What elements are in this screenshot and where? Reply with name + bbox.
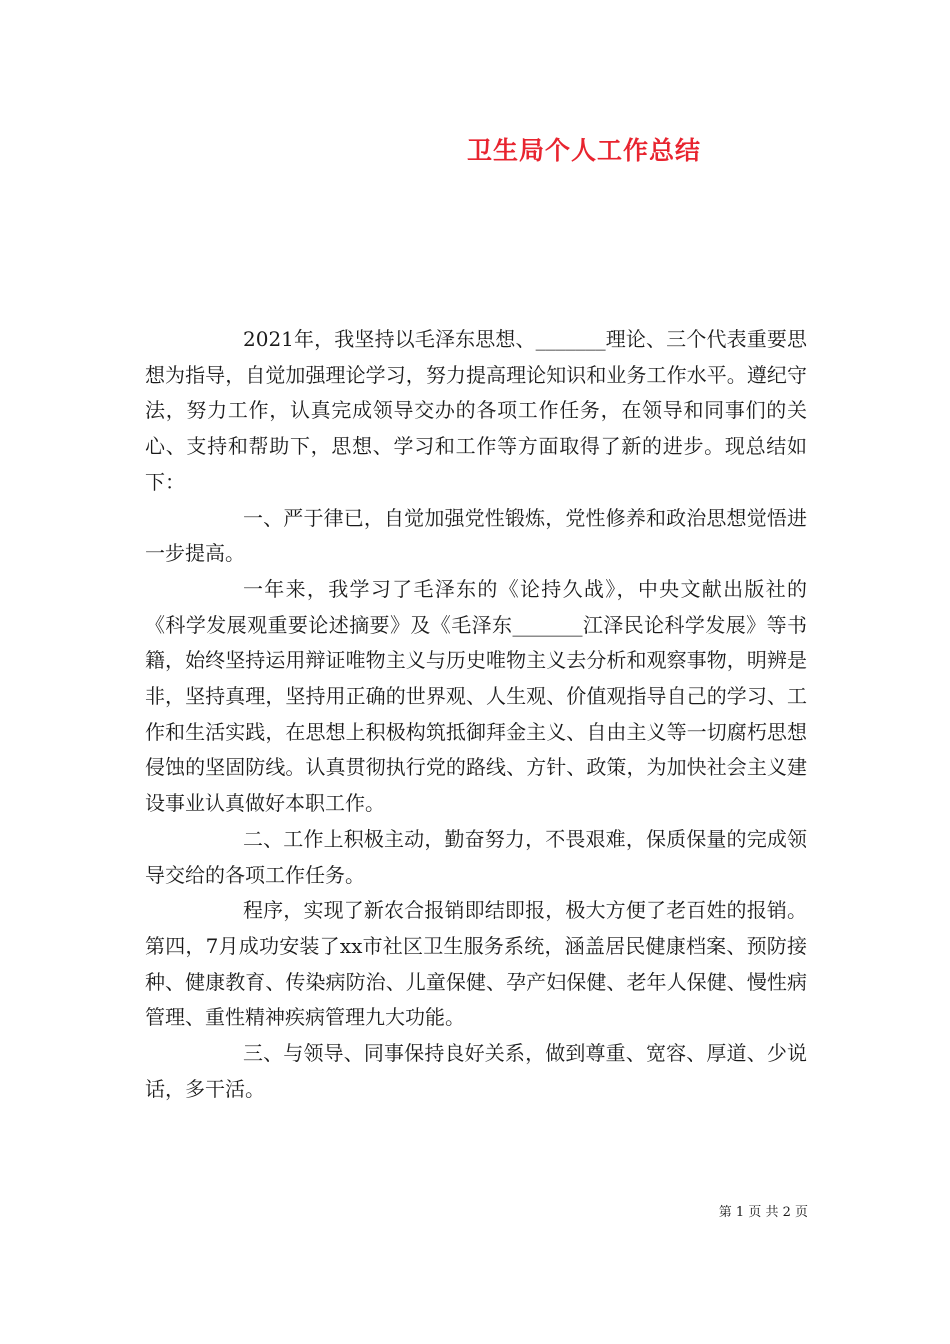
paragraph-section-1-body: 一年来，我学习了毛泽东的《论持久战》，中央文献出版社的《科学发展观重要论述摘要》及《毛泽东_______江泽民论科学发展》等书籍，始终坚持运用辩证唯物主义与历史唯物主义去分析和观察事物，明辨是非，坚持真理，坚持用正确的世界观、人生观、价值观指导自己的学习、工作和生活实践，在思想上积极构筑抵御拜金主义、自由主义等一切腐朽思想侵蚀的坚固防线。认真贯彻执行党的路线、方针、政策，为加快社会主义建设事业认真做好本职工作。: [145, 576, 807, 816]
paragraph-section-2-body: 程序，实现了新农合报销即结即报，极大方便了老百姓的报销。第四，7月成功安装了xx市社区卫生服务系统，涵盖居民健康档案、预防接种、健康教育、传染病防治、儿童保健、孕产妇保健、老年人保健、慢性病管理、重性精神疾病管理九大功能。: [145, 898, 807, 1030]
paragraph-section-1-heading: 一、严于律已，自觉加强党性锻炼，党性修养和政治思想觉悟进一步提高。: [145, 505, 807, 566]
paragraph-intro: 2021年，我坚持以毛泽东思想、_______理论、三个代表重要思想为指导，自觉加强理论学习，努力提高理论知识和业务工作水平。遵纪守法，努力工作，认真完成领导交办的各项工作任务，在领导和同事们的关心、支持和帮助下，思想、学习和工作等方面取得了新的进步。现总结如下：: [145, 327, 807, 494]
document-body: [145, 322, 807, 1107]
document-title: 卫生局个人工作总结: [466, 136, 701, 165]
paragraph-section-2-heading: 二、工作上积极主动，勤奋努力，不畏艰难，保质保量的完成领导交给的各项工作任务。: [145, 826, 807, 887]
page-number-footer: 第 1 页 共 2 页: [718, 1205, 808, 1220]
paragraph-section-3-heading: 三、与领导、同事保持良好关系，做到尊重、宽容、厚道、少说话，多干活。: [145, 1041, 807, 1101]
